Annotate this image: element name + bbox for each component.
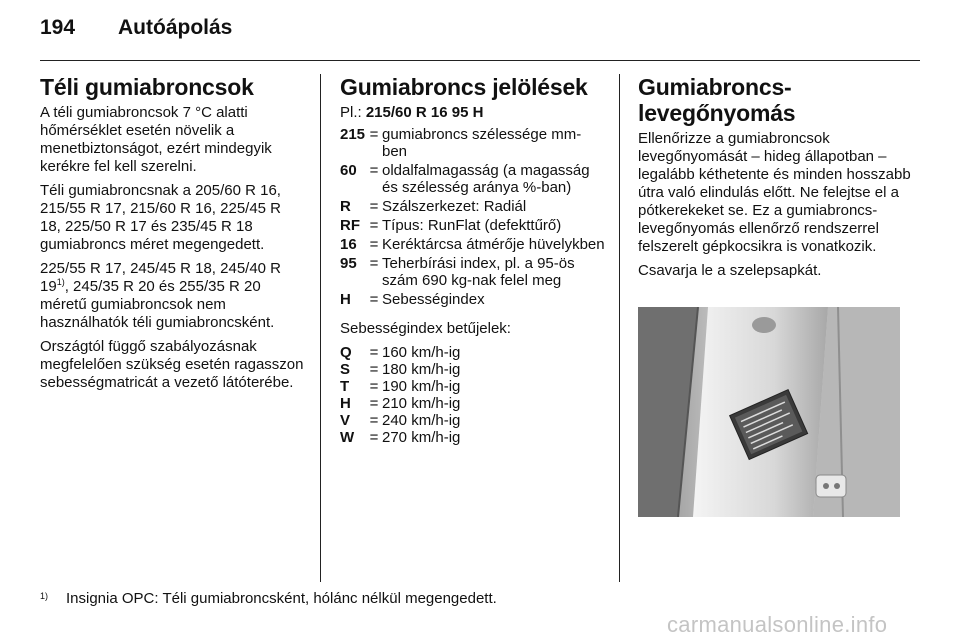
valve-cap-paragraph: Csavarja le a szelepsapkát.: [638, 262, 822, 279]
winter-tyres-heading: Téli gumiabroncsok: [40, 74, 254, 100]
speed-key: W: [340, 429, 355, 446]
winter-tyres-paragraph: A téli gumiabroncsok 7 °C alatti hőmérséklet esetén növelik a menetbiztonságot, ezért mindegyik kerékre fel kell szerelni.: [40, 104, 272, 175]
definition-row: [340, 291, 606, 308]
equals-sign: =: [369, 378, 379, 395]
equals-sign: =: [369, 236, 379, 253]
equals-sign: =: [369, 217, 379, 234]
definition-text: Típus: RunFlat (defekttűrő): [382, 217, 562, 234]
footnote-mark: 1): [40, 591, 49, 601]
speed-text: 240 km/h-ig: [382, 412, 461, 429]
equals-sign: =: [369, 412, 379, 429]
speed-index-title: Sebességindex betűjelek:: [340, 320, 511, 337]
equals-sign: =: [369, 162, 379, 179]
winter-tyres-allowed-sizes: Téli gumiabroncsnak a 205/60 R 16, 215/55 R 17, 215/60 R 16, 225/45 R 18, 225/50 R 17 és 235/45 R 18 gumiabroncs méret megengedett.: [40, 182, 282, 253]
equals-sign: =: [369, 291, 379, 308]
definition-row: [340, 162, 606, 196]
winter-tyres-forbidden-sizes: [40, 260, 306, 332]
speed-key: H: [340, 395, 351, 412]
page-header: [40, 16, 920, 46]
door-pillar-illustration: [638, 307, 900, 517]
tyre-markings-column: [340, 74, 606, 446]
definition-text: oldalfalmagasság (a magasság és szélesség aránya %-ban): [382, 162, 590, 196]
definition-text: Szálszerkezet: Radiál: [382, 198, 527, 215]
speed-text: 160 km/h-ig: [382, 344, 461, 361]
example-code: 215/60 R 16 95 H: [365, 104, 484, 121]
winter-tyres-column: [40, 74, 306, 398]
footnote-reference: 1): [56, 277, 65, 287]
column-divider: [320, 74, 321, 582]
definition-row: [340, 126, 606, 160]
speed-row: [340, 429, 606, 446]
speed-row: [340, 361, 606, 378]
example-prefix: Pl.:: [340, 104, 366, 121]
speed-sticker-paragraph: Országtól függő szabályozásnak megfelelően szükség esetén ragasszon sebességmatricát a vezető látóterébe.: [40, 338, 304, 391]
forbidden-sizes-part-a: 225/55 R 17, 245/45 R 18, 245/40 R 19: [40, 260, 282, 295]
speed-row: [340, 344, 606, 361]
definition-row: [340, 236, 606, 253]
tyre-markings-heading: Gumiabroncs jelölések: [340, 74, 588, 100]
column-divider: [619, 74, 620, 582]
section-title: Autóápolás: [118, 16, 233, 39]
example-line: [340, 104, 606, 122]
equals-sign: =: [369, 395, 379, 412]
equals-sign: =: [369, 361, 379, 378]
equals-sign: =: [369, 198, 379, 215]
speed-row: [340, 412, 606, 429]
definition-key: 60: [340, 162, 357, 179]
definition-key: R: [340, 198, 351, 215]
speed-text: 180 km/h-ig: [382, 361, 461, 378]
tyre-pressure-column: [638, 74, 920, 286]
equals-sign: =: [369, 255, 379, 272]
page-number: 194: [40, 16, 76, 39]
speed-row: [340, 395, 606, 412]
definition-text: Keréktárcsa átmérője hüvelykben: [382, 236, 605, 253]
tyre-pressure-label-photo: [638, 307, 900, 517]
definition-row: [340, 255, 606, 289]
speed-key: Q: [340, 344, 352, 361]
equals-sign: =: [369, 429, 379, 446]
speed-key: S: [340, 361, 351, 378]
definition-key: RF: [340, 217, 360, 234]
footnote-text: Insignia OPC: Téli gumiabroncsként, hólánc nélkül megengedett.: [66, 590, 497, 607]
equals-sign: =: [369, 344, 379, 361]
header-rule: [40, 60, 920, 61]
definition-key: H: [340, 291, 351, 308]
definition-text: gumiabroncs szélessége mm-ben: [382, 126, 582, 160]
definition-key: 215: [340, 126, 366, 143]
definition-row: [340, 198, 606, 215]
speed-key: V: [340, 412, 351, 429]
speed-row: [340, 378, 606, 395]
forbidden-sizes-part-b: , 245/35 R 20 és 255/35 R 20 méretű gumiabroncsok nem használhatók téli gumiabroncsként.: [40, 278, 275, 331]
definition-key: 16: [340, 236, 357, 253]
speed-text: 210 km/h-ig: [382, 395, 461, 412]
tyre-pressure-paragraph: Ellenőrizze a gumiabroncsok levegőnyomását – hideg állapotban – legalább kéthetente és minden hosszabb útra való elindulás előtt. Ne felejtse el a pótkerekeket se. Ez a gumiabroncs-levegőnyomás ellenőrző rendszerrel felszerelt gépkocsikra is vonatkozik.: [638, 130, 911, 255]
definition-key: 95: [340, 255, 357, 272]
speed-text: 270 km/h-ig: [382, 429, 461, 446]
definition-row: [340, 217, 606, 234]
watermark: carmanualsonline.info: [667, 612, 888, 637]
speed-key: T: [340, 378, 350, 395]
speed-text: 190 km/h-ig: [382, 378, 461, 395]
equals-sign: =: [369, 126, 379, 143]
tyre-pressure-heading: Gumiabroncs-levegőnyomás: [638, 74, 796, 126]
definition-text: Sebességindex: [382, 291, 485, 308]
definition-text: Teherbírási index, pl. a 95-ös szám 690 kg-nak felel meg: [382, 255, 575, 289]
